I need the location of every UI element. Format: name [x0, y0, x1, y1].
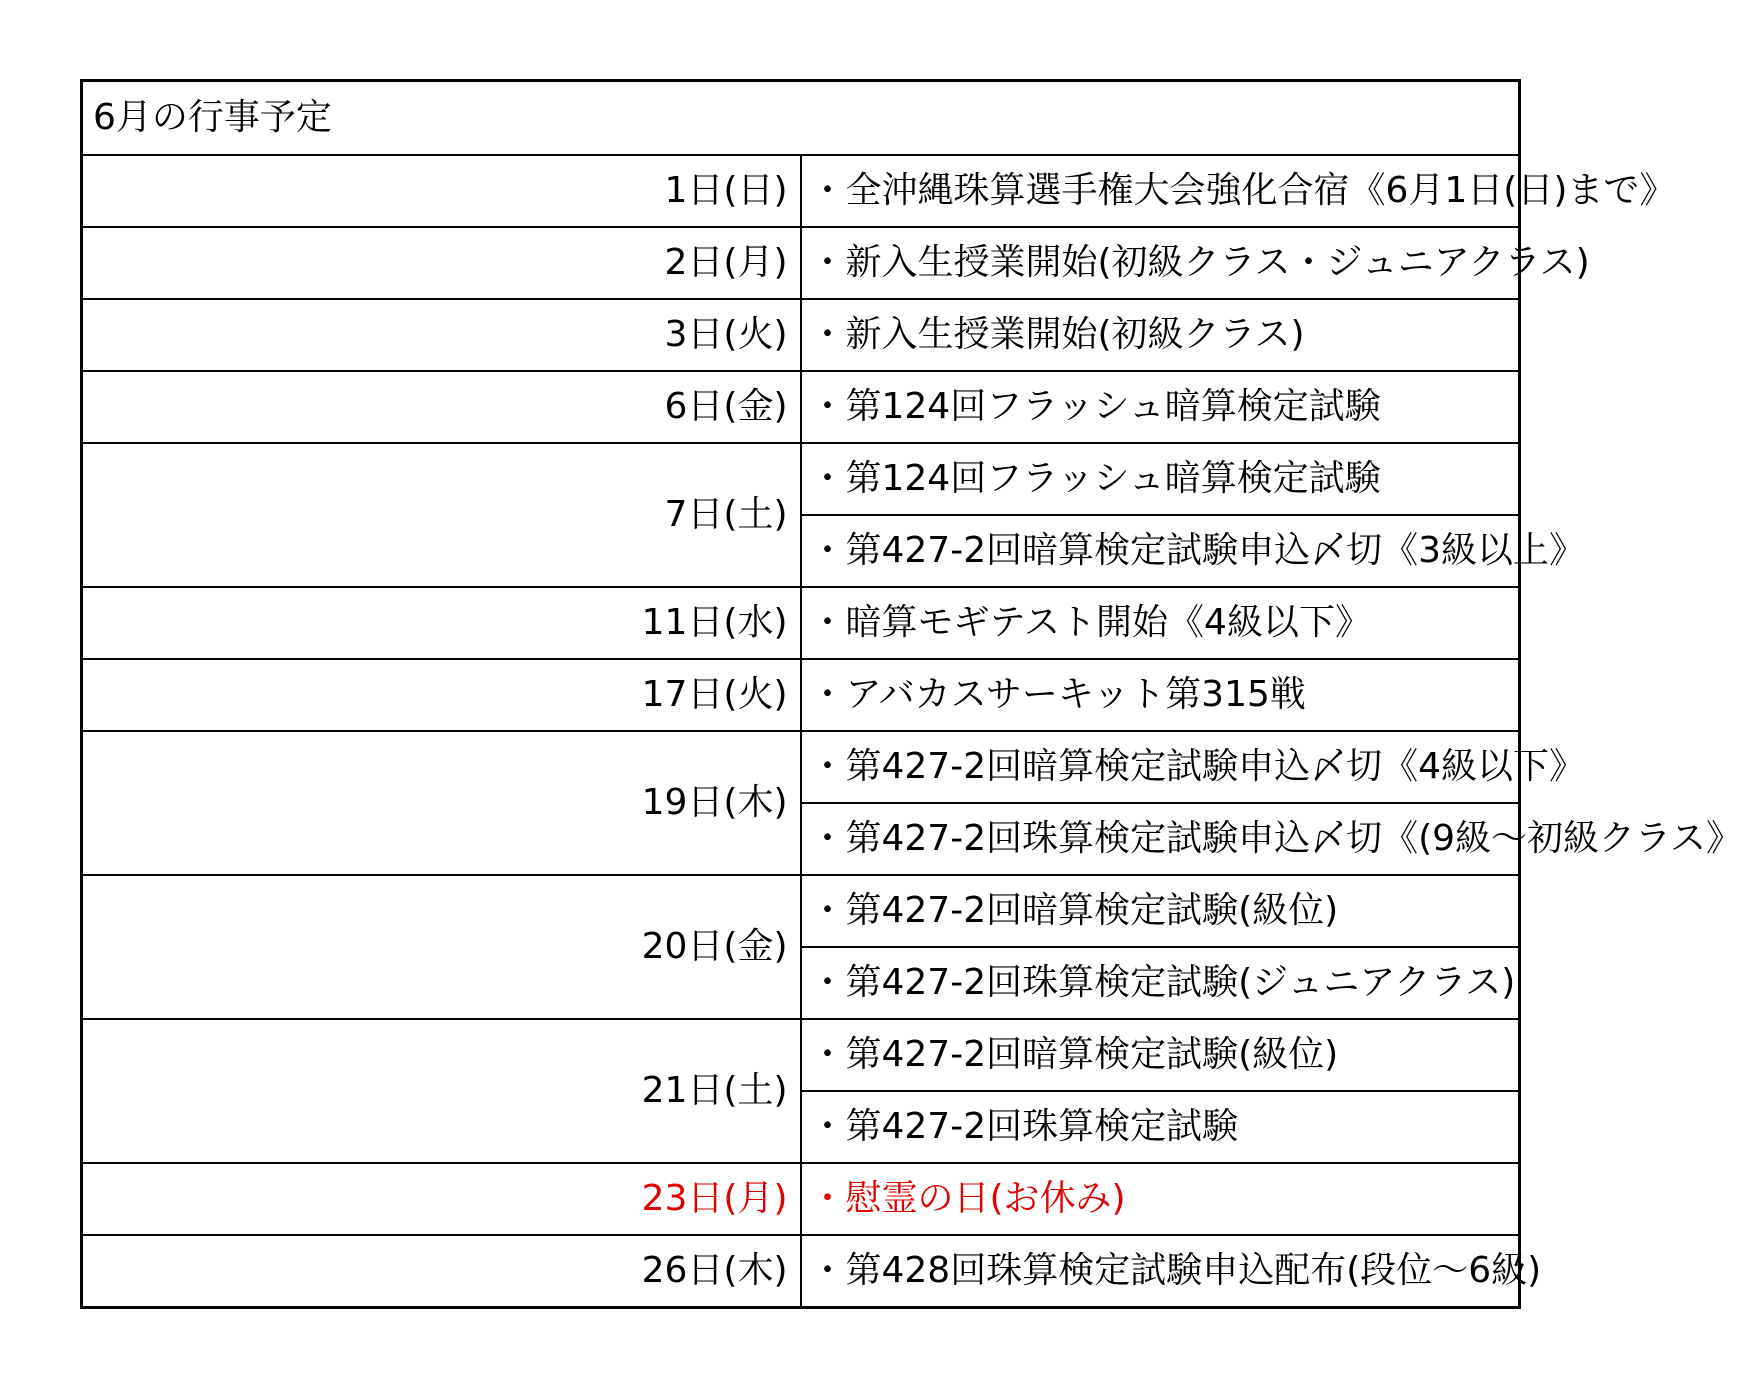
table-row [82, 371, 1520, 443]
table-row [82, 1019, 1520, 1091]
event-cell: ・アバカスサーキット第315戦 [801, 659, 1520, 731]
table-row [82, 659, 1520, 731]
event-cell: ・第427-2回暗算検定試験(級位) [801, 1019, 1520, 1091]
table-row [82, 731, 1520, 803]
title-row [82, 81, 1520, 156]
holiday-date-cell: 23日(月) [82, 1163, 801, 1235]
event-cell: ・第427-2回珠算検定試験 [801, 1091, 1520, 1163]
date-cell: 20日(金) [82, 875, 801, 1019]
event-cell: ・第427-2回珠算検定試験(ジュニアクラス) [801, 947, 1520, 1019]
date-cell: 1日(日) [82, 155, 801, 227]
schedule-table [80, 79, 1742, 1309]
date-cell: 11日(水) [82, 587, 801, 659]
date-cell: 2日(月) [82, 227, 801, 299]
table-row [82, 227, 1520, 299]
date-cell: 17日(火) [82, 659, 801, 731]
date-cell: 7日(土) [82, 443, 801, 587]
date-cell: 19日(木) [82, 731, 801, 875]
event-cell: ・暗算モギテスト開始《4級以下》 [801, 587, 1520, 659]
schedule-title: 6月の行事予定 [82, 81, 1520, 156]
holiday-event-cell: ・慰霊の日(お休み) [801, 1163, 1520, 1235]
date-cell: 26日(木) [82, 1235, 801, 1308]
table-row [82, 1163, 1520, 1235]
table-row [82, 1235, 1520, 1308]
event-cell: ・第427-2回珠算検定試験申込〆切《(9級～初級クラス》 [801, 803, 1520, 875]
table-row [82, 155, 1520, 227]
table-row [82, 875, 1520, 947]
event-cell: ・第124回フラッシュ暗算検定試験 [801, 371, 1520, 443]
event-cell: ・第427-2回暗算検定試験(級位) [801, 875, 1520, 947]
table-row [82, 299, 1520, 371]
date-cell: 6日(金) [82, 371, 801, 443]
event-cell: ・第427-2回暗算検定試験申込〆切《4級以下》 [801, 731, 1520, 803]
event-cell: ・第427-2回暗算検定試験申込〆切《3級以上》 [801, 515, 1520, 587]
table-row [82, 587, 1520, 659]
event-cell: ・新入生授業開始(初級クラス) [801, 299, 1520, 371]
table-row [82, 443, 1520, 515]
event-cell: ・新入生授業開始(初級クラス・ジュニアクラス) [801, 227, 1520, 299]
date-cell: 3日(火) [82, 299, 801, 371]
event-cell: ・全沖縄珠算選手権大会強化合宿《6月1日(日)まで》 [801, 155, 1520, 227]
event-cell: ・第428回珠算検定試験申込配布(段位～6級) [801, 1235, 1520, 1308]
event-cell: ・第124回フラッシュ暗算検定試験 [801, 443, 1520, 515]
date-cell: 21日(土) [82, 1019, 801, 1163]
